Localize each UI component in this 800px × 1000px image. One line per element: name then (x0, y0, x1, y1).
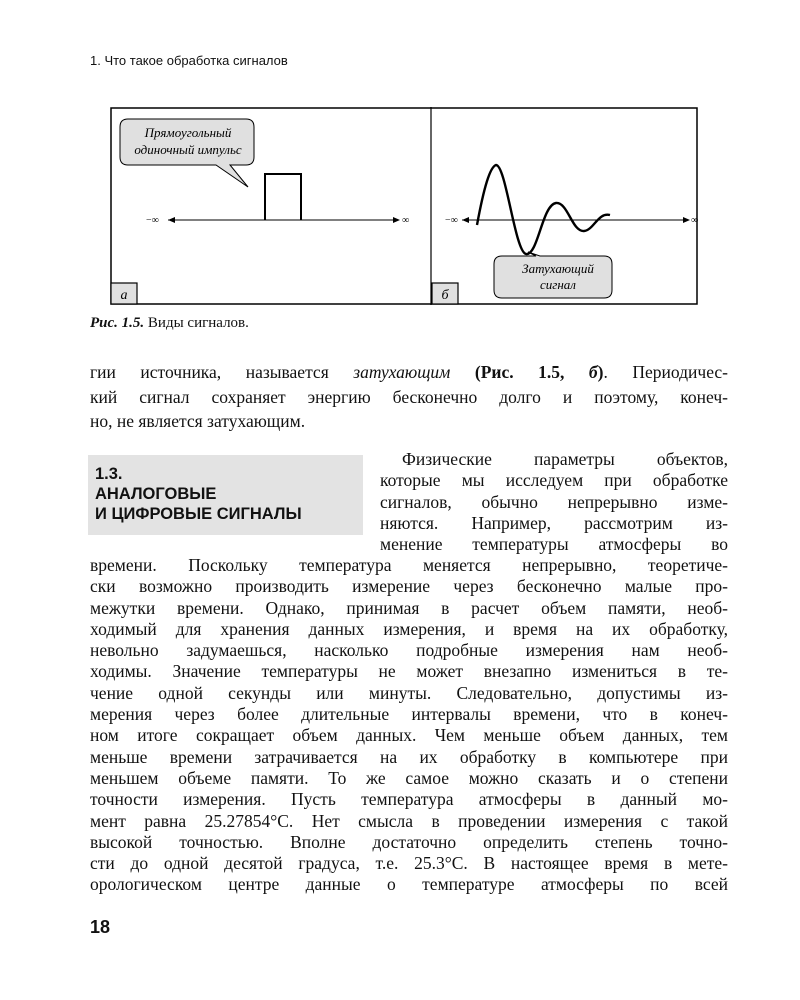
text-line: ски возможно производить измерение через бесконечно малые про- (90, 576, 728, 597)
section-number: 1.3. (95, 465, 123, 483)
text-line: которые мы исследуем при обработке (380, 470, 728, 491)
text-line: мент равна 25.27854°С. Нет смысла в проведении измерения с такой (90, 810, 728, 831)
text-line: сигналов, обычно непрерывно изме- (380, 491, 728, 512)
callout-line: Прямоугольный (144, 125, 232, 140)
running-header: 1. Что такое обработка сигналов (90, 53, 288, 68)
text-line: няются. Например, рассмотрим из- (380, 512, 728, 533)
figure-ref (450, 362, 603, 382)
page-number: 18 (90, 917, 111, 937)
text-line: времени. Поскольку температура меняется непрерывно, теоретиче- (90, 555, 728, 575)
emphasis: затухающим (353, 362, 451, 382)
text-line: ходимый для хранения данных измерения, и время на их обработку, (90, 618, 728, 639)
text-line: межутки времени. Однако, принимая в расчет объем памяти, необ- (90, 597, 728, 618)
text-line (90, 360, 728, 385)
figure-caption (90, 315, 249, 332)
text-line: чение одной секунды или минуты. Следовательно, допустимы из- (90, 682, 728, 703)
text: (Рис. 1.5, (450, 362, 589, 382)
pos-infinity-label: ∞ (691, 215, 698, 226)
section-title-line: АНАЛОГОВЫЕ (95, 485, 217, 503)
right-column-text (380, 449, 728, 555)
callout-line: Затухающий (522, 261, 594, 276)
callout-line: одиночный импульс (134, 142, 242, 157)
paragraph-intro (90, 360, 728, 434)
text-line: невольно задумаешься, насколько подробные измерения нам необ- (90, 640, 728, 661)
figure-signal-types (110, 107, 698, 305)
neg-infinity-label: −∞ (445, 215, 458, 226)
caption-text: Виды сигналов. (144, 315, 249, 331)
panel-letter-b: б (441, 288, 449, 303)
text-line: меньше времени затрачивается на их обработку в компьютере при (90, 746, 728, 767)
text-line: но, не является затухающим. (90, 411, 306, 431)
section-heading (88, 455, 363, 535)
caption-label: Рис. 1.5. (90, 315, 145, 331)
text-line: меньшем объеме памяти. То же самое можно сказать и о степени (90, 767, 728, 788)
text-line: ходимы. Значение температуры не может внезапно измениться в те- (90, 661, 728, 682)
text-line: ном итоге сокращает объем данных. Чем меньше объем данных, тем (90, 725, 728, 746)
text-line: менение температуры атмосферы во (380, 534, 728, 555)
section-title-line: И ЦИФРОВЫЕ СИГНАЛЫ (95, 505, 302, 523)
panel-letter-a: а (120, 288, 128, 303)
pos-infinity-label: ∞ (402, 215, 410, 226)
text-line: кий сигнал сохраняет энергию бесконечно долго и поэтому, конеч- (90, 386, 728, 407)
text-line: орологическом центре данные о температуре атмосферы по всей (90, 874, 728, 895)
text: гии источника, называется (90, 362, 354, 382)
text: ) (597, 362, 604, 382)
text: б (588, 362, 598, 382)
text-line: высокой точностью. Вполне достаточно определить степень точно- (90, 831, 728, 852)
text-line: точности измерения. Пусть температура атмосферы в данный мо- (90, 789, 728, 810)
text-line: Физические параметры объектов, (402, 449, 728, 469)
body-text (90, 555, 728, 896)
callout-line: сигнал (540, 277, 576, 292)
text: . Периодичес- (603, 362, 728, 382)
text-line: сти до одной десятой градуса, т.е. 25.3°С. В настоящее время в мете- (90, 853, 728, 874)
text-line: мерения через более длительные интервалы времени, что в конеч- (90, 704, 728, 725)
neg-infinity-label: −∞ (146, 215, 159, 226)
